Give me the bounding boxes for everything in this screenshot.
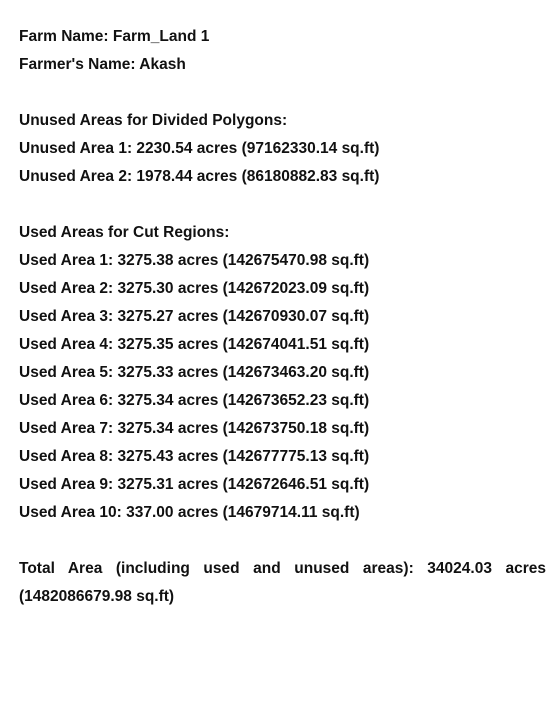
total-area-paragraph (19, 555, 546, 611)
total-area-line-1: Total Area (including used and unused areas): 34024.03 acres (19, 560, 546, 577)
used-area-2: Used Area 2: 3275.30 acres (142672023.09 sq.ft) (19, 280, 370, 297)
spacer (19, 79, 546, 107)
unused-area-1: Unused Area 1: 2230.54 acres (97162330.14 sq.ft) (19, 140, 380, 157)
used-area-4: Used Area 4: 3275.35 acres (142674041.51 sq.ft) (19, 336, 370, 353)
unused-area-2: Unused Area 2: 1978.44 acres (86180882.83 sq.ft) (19, 168, 380, 185)
spacer (19, 527, 546, 555)
used-area-7: Used Area 7: 3275.34 acres (142673750.18 sq.ft) (19, 420, 370, 437)
used-area-10: Used Area 10: 337.00 acres (14679714.11 sq.ft) (19, 504, 360, 521)
unused-areas-heading: Unused Areas for Divided Polygons: (19, 112, 288, 129)
spacer (19, 191, 546, 219)
used-area-1: Used Area 1: 3275.38 acres (142675470.98 sq.ft) (19, 252, 370, 269)
farm-name-line: Farm Name: Farm_Land 1 (19, 28, 210, 45)
used-area-6: Used Area 6: 3275.34 acres (142673652.23 sq.ft) (19, 392, 370, 409)
total-area-line-2: (1482086679.98 sq.ft) (19, 588, 175, 605)
used-area-3: Used Area 3: 3275.27 acres (142670930.07 sq.ft) (19, 308, 370, 325)
used-area-9: Used Area 9: 3275.31 acres (142672646.51 sq.ft) (19, 476, 370, 493)
report-page (19, 23, 546, 611)
used-area-8: Used Area 8: 3275.43 acres (142677775.13 sq.ft) (19, 448, 370, 465)
used-area-5: Used Area 5: 3275.33 acres (142673463.20 sq.ft) (19, 364, 370, 381)
farmer-name-line: Farmer's Name: Akash (19, 56, 186, 73)
used-areas-heading: Used Areas for Cut Regions: (19, 224, 230, 241)
